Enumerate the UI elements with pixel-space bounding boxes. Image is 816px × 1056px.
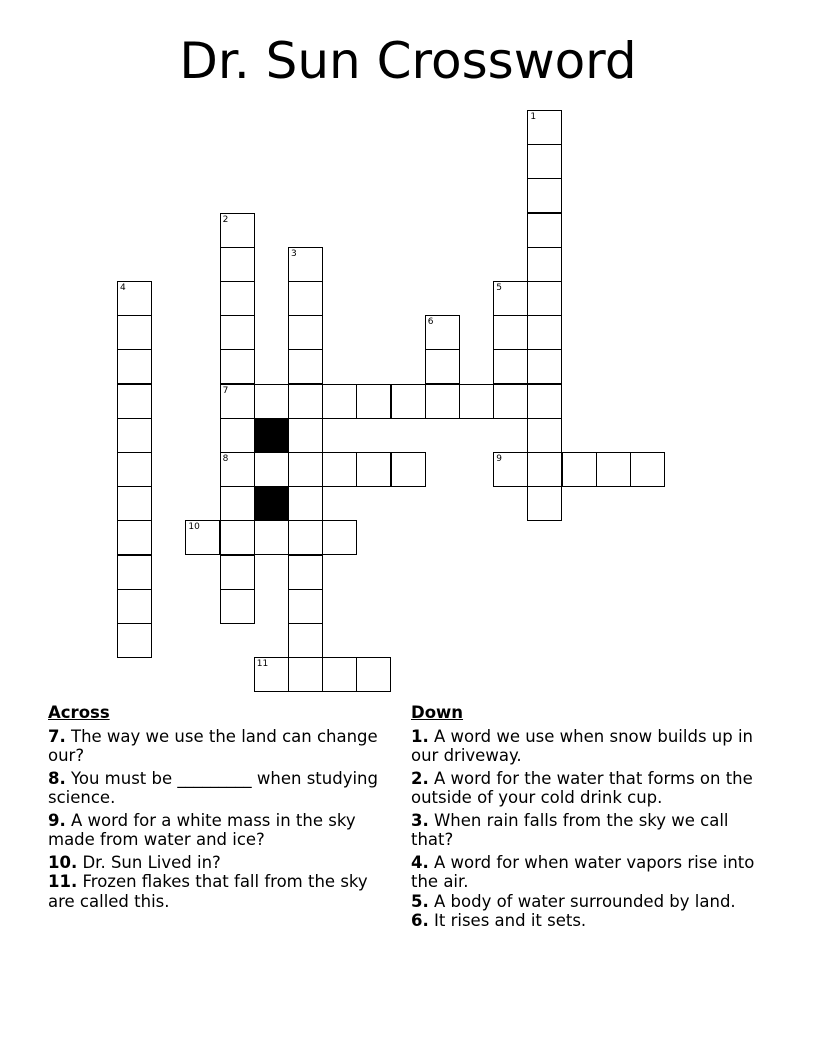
- grid-cell[interactable]: [527, 247, 562, 282]
- clue-number: 7.: [48, 726, 66, 746]
- grid-cell[interactable]: [117, 384, 152, 419]
- grid-cell[interactable]: [254, 657, 289, 692]
- grid-cell[interactable]: [356, 452, 391, 487]
- grid-cell[interactable]: [117, 349, 152, 384]
- grid-cell[interactable]: [356, 657, 391, 692]
- grid-cell[interactable]: [630, 452, 665, 487]
- grid-cell[interactable]: [322, 657, 357, 692]
- clue-text: A word we use when snow builds up in our driveway.: [411, 726, 753, 765]
- clue-number-label: 3: [291, 248, 297, 259]
- down-clues: [411, 703, 756, 934]
- clue-text: It rises and it sets.: [428, 911, 587, 930]
- grid-cell[interactable]: [220, 384, 255, 419]
- grid-cell[interactable]: [220, 520, 255, 555]
- grid-cell[interactable]: [288, 452, 323, 487]
- grid-cell[interactable]: [493, 452, 528, 487]
- grid-cell[interactable]: [425, 384, 460, 419]
- clue-number-label: 6: [427, 317, 434, 328]
- grid-cell[interactable]: [288, 589, 323, 624]
- grid-cell[interactable]: [425, 349, 460, 384]
- grid-cell[interactable]: [562, 452, 597, 487]
- grid-cell[interactable]: [220, 589, 255, 624]
- grid-cell[interactable]: [220, 555, 255, 590]
- clue-number-label: 9: [496, 454, 502, 464]
- grid-cell[interactable]: [288, 520, 323, 555]
- grid-cell[interactable]: [288, 657, 323, 692]
- clue-number: 3.: [411, 810, 429, 830]
- grid-cell[interactable]: [596, 452, 631, 487]
- grid-cell[interactable]: [493, 384, 528, 419]
- grid-cell[interactable]: [527, 213, 562, 248]
- grid-cell[interactable]: [459, 384, 494, 419]
- clue-item: [411, 911, 756, 931]
- grid-cell[interactable]: [288, 247, 323, 282]
- grid-cell[interactable]: [527, 281, 562, 316]
- clue-number-label: 11: [256, 659, 269, 670]
- clue-number-label: 10: [188, 522, 200, 533]
- grid-cell[interactable]: [527, 315, 562, 350]
- grid-cell[interactable]: [493, 315, 528, 350]
- page-title: Dr. Sun Crossword: [179, 32, 637, 90]
- grid-cell[interactable]: [117, 555, 152, 590]
- clue-number: 10.: [48, 852, 78, 872]
- grid-cell[interactable]: [220, 418, 255, 453]
- grid-cell[interactable]: [288, 384, 323, 419]
- clue-item: [411, 853, 756, 892]
- grid-cell[interactable]: [254, 452, 289, 487]
- grid-cell[interactable]: [391, 384, 426, 419]
- grid-cell[interactable]: [288, 623, 323, 658]
- grid-cell[interactable]: [288, 281, 323, 316]
- grid-cell[interactable]: [527, 178, 562, 213]
- clue-item: [48, 872, 388, 911]
- grid-cell[interactable]: [220, 247, 255, 282]
- grid-cell[interactable]: [254, 520, 289, 555]
- clue-text: Dr. Sun Lived in?: [77, 852, 221, 872]
- grid-cell[interactable]: [117, 281, 152, 316]
- grid-cell[interactable]: [220, 213, 255, 248]
- grid-cell[interactable]: [288, 315, 323, 350]
- clue-text: When rain falls from the sky we call that?: [411, 810, 729, 849]
- clue-number: 9.: [48, 810, 66, 830]
- grid-cell[interactable]: [288, 555, 323, 590]
- grid-cell[interactable]: [117, 452, 152, 487]
- clue-number: 4.: [411, 852, 429, 872]
- clue-item: [411, 727, 756, 766]
- grid-cell[interactable]: [117, 589, 152, 624]
- across-heading: Across: [48, 703, 110, 722]
- clue-item: [411, 892, 756, 912]
- black-square: [254, 486, 289, 521]
- clue-text: A word for when water vapors rise into the air.: [411, 852, 755, 891]
- grid-cell[interactable]: [220, 452, 255, 487]
- clue-text: The way we use the land can change our?: [48, 726, 378, 765]
- grid-cell[interactable]: [185, 520, 220, 555]
- clue-number-label: 7: [222, 385, 229, 396]
- clue-text: Frozen flakes that fall from the sky are called this.: [48, 872, 368, 911]
- clue-number-label: 8: [222, 454, 229, 464]
- grid-cell[interactable]: [254, 384, 289, 419]
- grid-cell[interactable]: [288, 486, 323, 521]
- grid-cell[interactable]: [356, 384, 391, 419]
- clue-number: 1.: [411, 726, 429, 746]
- clue-text: You must be _________ when studying science.: [48, 768, 378, 807]
- clue-number-label: 1: [530, 112, 537, 122]
- clue-number-label: 2: [222, 214, 229, 225]
- grid-cell[interactable]: [493, 349, 528, 384]
- grid-cell[interactable]: [527, 349, 562, 384]
- grid-cell[interactable]: [220, 281, 255, 316]
- clue-text: A word for the water that forms on the outside of your cold drink cup.: [411, 768, 753, 807]
- grid-cell[interactable]: [391, 452, 426, 487]
- grid-cell[interactable]: [220, 315, 255, 350]
- clue-text: A body of water surrounded by land.: [428, 891, 736, 911]
- grid-cell[interactable]: [117, 486, 152, 521]
- grid-cell[interactable]: [425, 315, 460, 350]
- clue-number: 8.: [48, 768, 66, 788]
- black-square: [254, 418, 289, 453]
- clue-number: 2.: [411, 768, 429, 788]
- clue-number-label: 5: [496, 283, 502, 293]
- down-heading: Down: [411, 703, 464, 722]
- grid-cell[interactable]: [117, 623, 152, 658]
- grid-cell[interactable]: [527, 452, 562, 487]
- clue-item: [48, 727, 388, 766]
- grid-cell[interactable]: [527, 418, 562, 453]
- clue-item: [48, 811, 388, 850]
- clue-number: 6.: [411, 911, 429, 930]
- clue-number-label: 4: [120, 283, 126, 293]
- grid-cell[interactable]: [493, 281, 528, 316]
- grid-cell[interactable]: [117, 315, 152, 350]
- grid-cell[interactable]: [527, 384, 562, 419]
- grid-cell[interactable]: [220, 486, 255, 521]
- grid-cell[interactable]: [527, 110, 562, 145]
- clue-number: 5.: [411, 891, 429, 911]
- grid-cell[interactable]: [117, 520, 152, 555]
- grid-cell[interactable]: [220, 349, 255, 384]
- grid-cell[interactable]: [288, 418, 323, 453]
- grid-cell[interactable]: [117, 418, 152, 453]
- clue-item: [411, 811, 756, 850]
- grid-cell[interactable]: [322, 384, 357, 419]
- grid-cell[interactable]: [527, 486, 562, 521]
- clue-item: [48, 853, 388, 873]
- clue-number: 11.: [48, 872, 78, 891]
- clue-text: A word for a white mass in the sky made from water and ice?: [48, 810, 356, 849]
- across-clues: [48, 703, 388, 914]
- grid-cell[interactable]: [288, 349, 323, 384]
- clue-item: [48, 769, 388, 808]
- grid-cell[interactable]: [527, 144, 562, 179]
- grid-cell[interactable]: [322, 452, 357, 487]
- clue-item: [411, 769, 756, 808]
- grid-cell[interactable]: [322, 520, 357, 555]
